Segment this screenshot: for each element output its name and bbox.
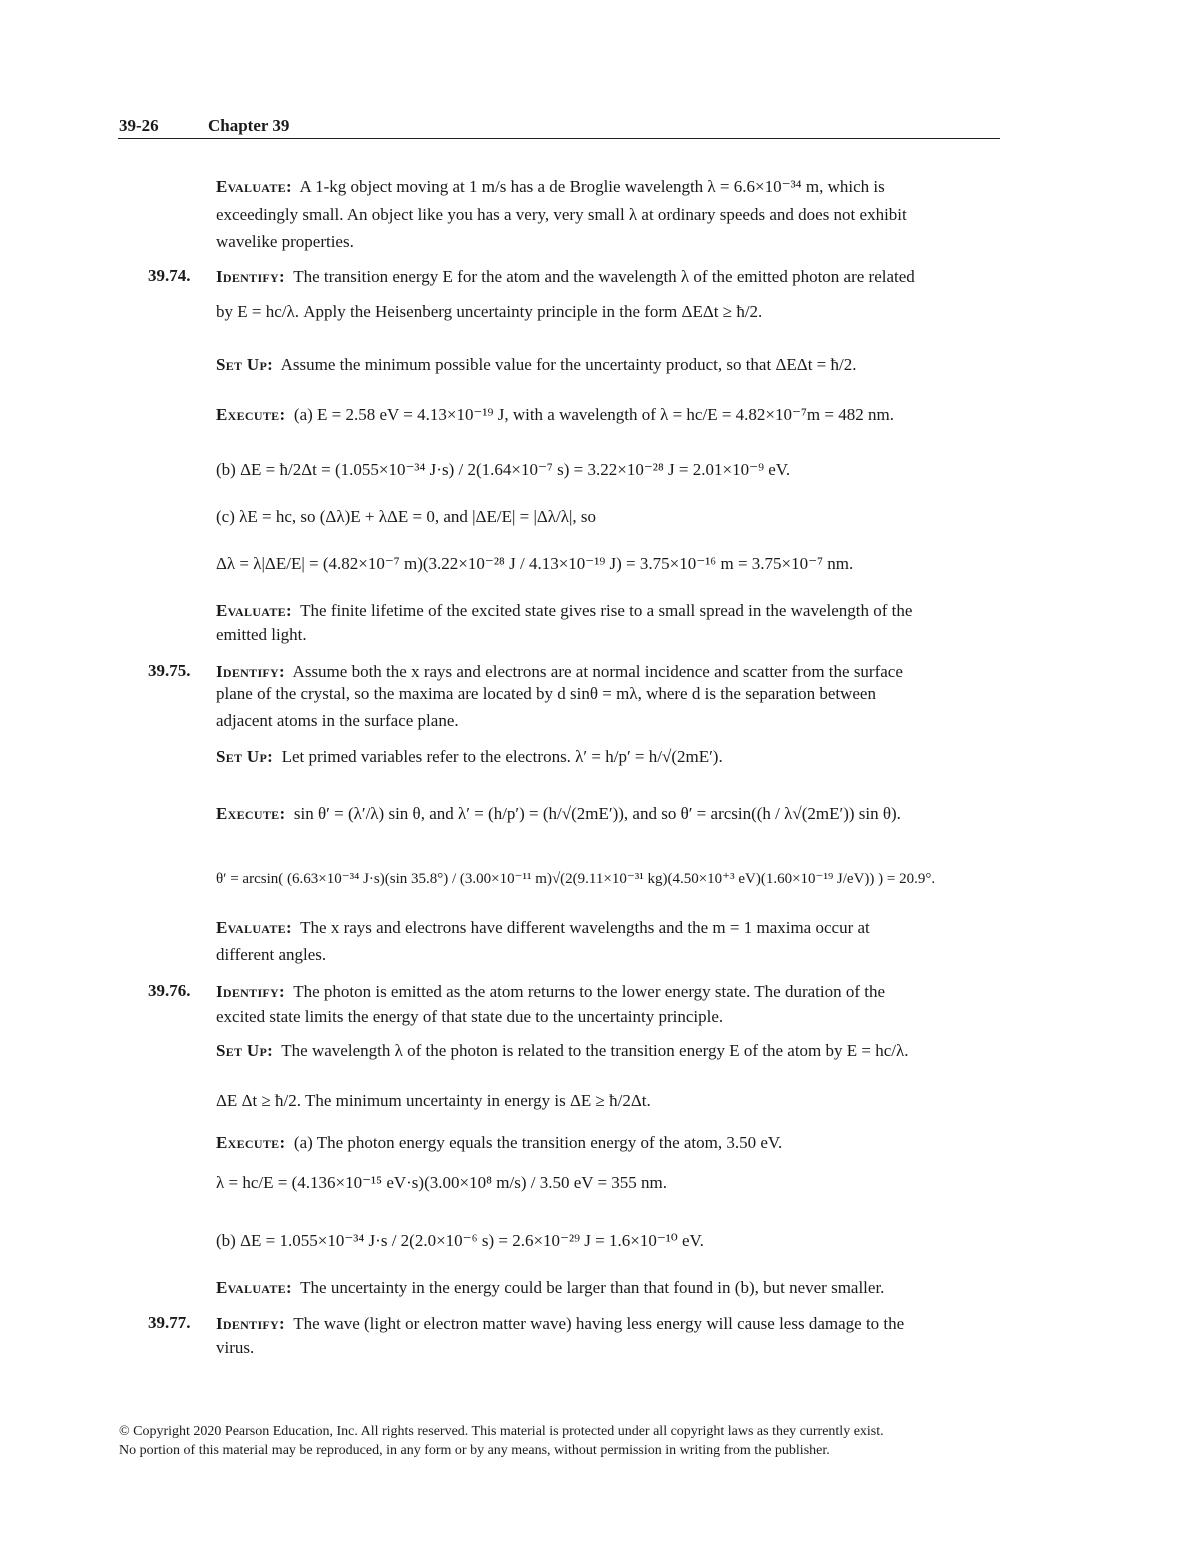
p76-execute-a: Execute: (a) The photon energy equals the transition energy of the atom, 3.50 eV. [216, 1133, 783, 1152]
evaluate-label: Evaluate: [216, 177, 292, 196]
identify-label: Identify: [216, 1314, 285, 1333]
copyright-line-1: © Copyright 2020 Pearson Education, Inc. All rights reserved. This material is protected under all copyright laws as they currently exist. [119, 1424, 884, 1439]
p75-identify-3: adjacent atoms in the surface plane. [216, 711, 459, 730]
setup-label: Set Up: [216, 1041, 274, 1060]
page-number: 39-26 [119, 116, 159, 135]
p74-execute-b: (b) ΔE = ħ/2Δt = (1.055×10⁻³⁴ J·s) / 2(1.64×10⁻⁷ s) = 3.22×10⁻²⁸ J = 2.01×10⁻⁹ eV. [216, 460, 791, 479]
chapter-title: Chapter 39 [208, 116, 290, 135]
header-rule [118, 138, 1000, 139]
p74-evaluate-2: emitted light. [216, 625, 307, 644]
setup-label: Set Up: [216, 747, 274, 766]
p76-setup: Set Up: The wavelength λ of the photon is related to the transition energy E of the atom by E = hc/λ. [216, 1041, 909, 1060]
p74-identify: Identify: The transition energy E for the atom and the wavelength λ of the emitted photon are related [216, 267, 915, 286]
p74-setup: Set Up: Assume the minimum possible value for the uncertainty product, so that ΔEΔt = ħ/2. [216, 355, 857, 374]
p75-evaluate: Evaluate: The x rays and electrons have different wavelengths and the m = 1 maxima occur at [216, 918, 870, 937]
p74-evaluate: Evaluate: The finite lifetime of the excited state gives rise to a small spread in the wavelength of the [216, 601, 913, 620]
problem-number-76: 39.76. [148, 981, 191, 1000]
p75-execute-2: θ′ = arcsin( (6.63×10⁻³⁴ J·s)(sin 35.8°) / (3.00×10⁻¹¹ m)√(2(9.11×10⁻³¹ kg)(4.50×10⁺³ eV)(1.60×10⁻¹⁹ J/eV)) ) = 20.9°. [216, 871, 936, 887]
p74-execute-a: Execute: (a) E = 2.58 eV = 4.13×10⁻¹⁹ J, with a wavelength of λ = hc/E = 4.82×10⁻⁷m = 482 nm. [216, 405, 894, 424]
execute-label: Execute: [216, 1133, 286, 1152]
problem-number-77: 39.77. [148, 1313, 191, 1332]
execute-label: Execute: [216, 804, 286, 823]
intro-line-3: wavelike properties. [216, 232, 354, 251]
evaluate-label: Evaluate: [216, 601, 292, 620]
p75-identify-2: plane of the crystal, so the maxima are located by d sinθ = mλ, where d is the separation between [216, 684, 876, 703]
p76-identify-2: excited state limits the energy of that state due to the uncertainty principle. [216, 1007, 724, 1026]
setup-label: Set Up: [216, 355, 274, 374]
p76-identify: Identify: The photon is emitted as the atom returns to the lower energy state. The duration of the [216, 982, 886, 1001]
p76-execute-a2: λ = hc/E = (4.136×10⁻¹⁵ eV·s)(3.00×10⁸ m/s) / 3.50 eV = 355 nm. [216, 1173, 668, 1192]
p75-execute-1: Execute: sin θ′ = (λ′/λ) sin θ, and λ′ = (h/p′) = (h/√(2mE′)), and so θ′ = arcsin((h / λ√(2mE′)) sin θ). [216, 804, 901, 823]
p76-execute-b: (b) ΔE = 1.055×10⁻³⁴ J·s / 2(2.0×10⁻⁶ s) = 2.6×10⁻²⁹ J = 1.6×10⁻¹⁰ eV. [216, 1231, 704, 1250]
evaluate-label: Evaluate: [216, 918, 292, 937]
p74-execute-c: (c) λE = hc, so (Δλ)E + λΔE = 0, and |ΔE/E| = |Δλ/λ|, so [216, 507, 597, 526]
p75-evaluate-2: different angles. [216, 945, 327, 964]
execute-label: Execute: [216, 405, 286, 424]
evaluate-label: Evaluate: [216, 1278, 292, 1297]
p77-identify: Identify: The wave (light or electron matter wave) having less energy will cause less damage to the [216, 1314, 905, 1333]
problem-number-74: 39.74. [148, 266, 191, 285]
p76-evaluate: Evaluate: The uncertainty in the energy could be larger than that found in (b), but never smaller. [216, 1278, 885, 1297]
p74-execute-c2: Δλ = λ|ΔE/E| = (4.82×10⁻⁷ m)(3.22×10⁻²⁸ J / 4.13×10⁻¹⁹ J) = 3.75×10⁻¹⁶ m = 3.75×10⁻⁷ nm. [216, 554, 854, 573]
p75-identify: Identify: Assume both the x rays and electrons are at normal incidence and scatter from the surface [216, 662, 903, 681]
p77-identify-2: virus. [216, 1338, 255, 1357]
intro-line-2: exceedingly small. An object like you has a very, very small λ at ordinary speeds and does not exhibit [216, 205, 907, 224]
p76-setup-2: ΔE Δt ≥ ħ/2. The minimum uncertainty in energy is ΔE ≥ ħ/2Δt. [216, 1091, 651, 1110]
copyright-line-2: No portion of this material may be reproduced, in any form or by any means, without permission in writing from the publisher. [119, 1443, 830, 1458]
intro-line-1: Evaluate: A 1-kg object moving at 1 m/s has a de Broglie wavelength λ = 6.6×10⁻³⁴ m, which is [216, 177, 885, 196]
identify-label: Identify: [216, 662, 285, 681]
identify-label: Identify: [216, 982, 285, 1001]
problem-number-75: 39.75. [148, 661, 191, 680]
p75-setup: Set Up: Let primed variables refer to the electrons. λ′ = h/p′ = h/√(2mE′). [216, 747, 723, 766]
identify-label: Identify: [216, 267, 285, 286]
p74-identify-2: by E = hc/λ. Apply the Heisenberg uncertainty principle in the form ΔEΔt ≥ ħ/2. [216, 302, 763, 321]
